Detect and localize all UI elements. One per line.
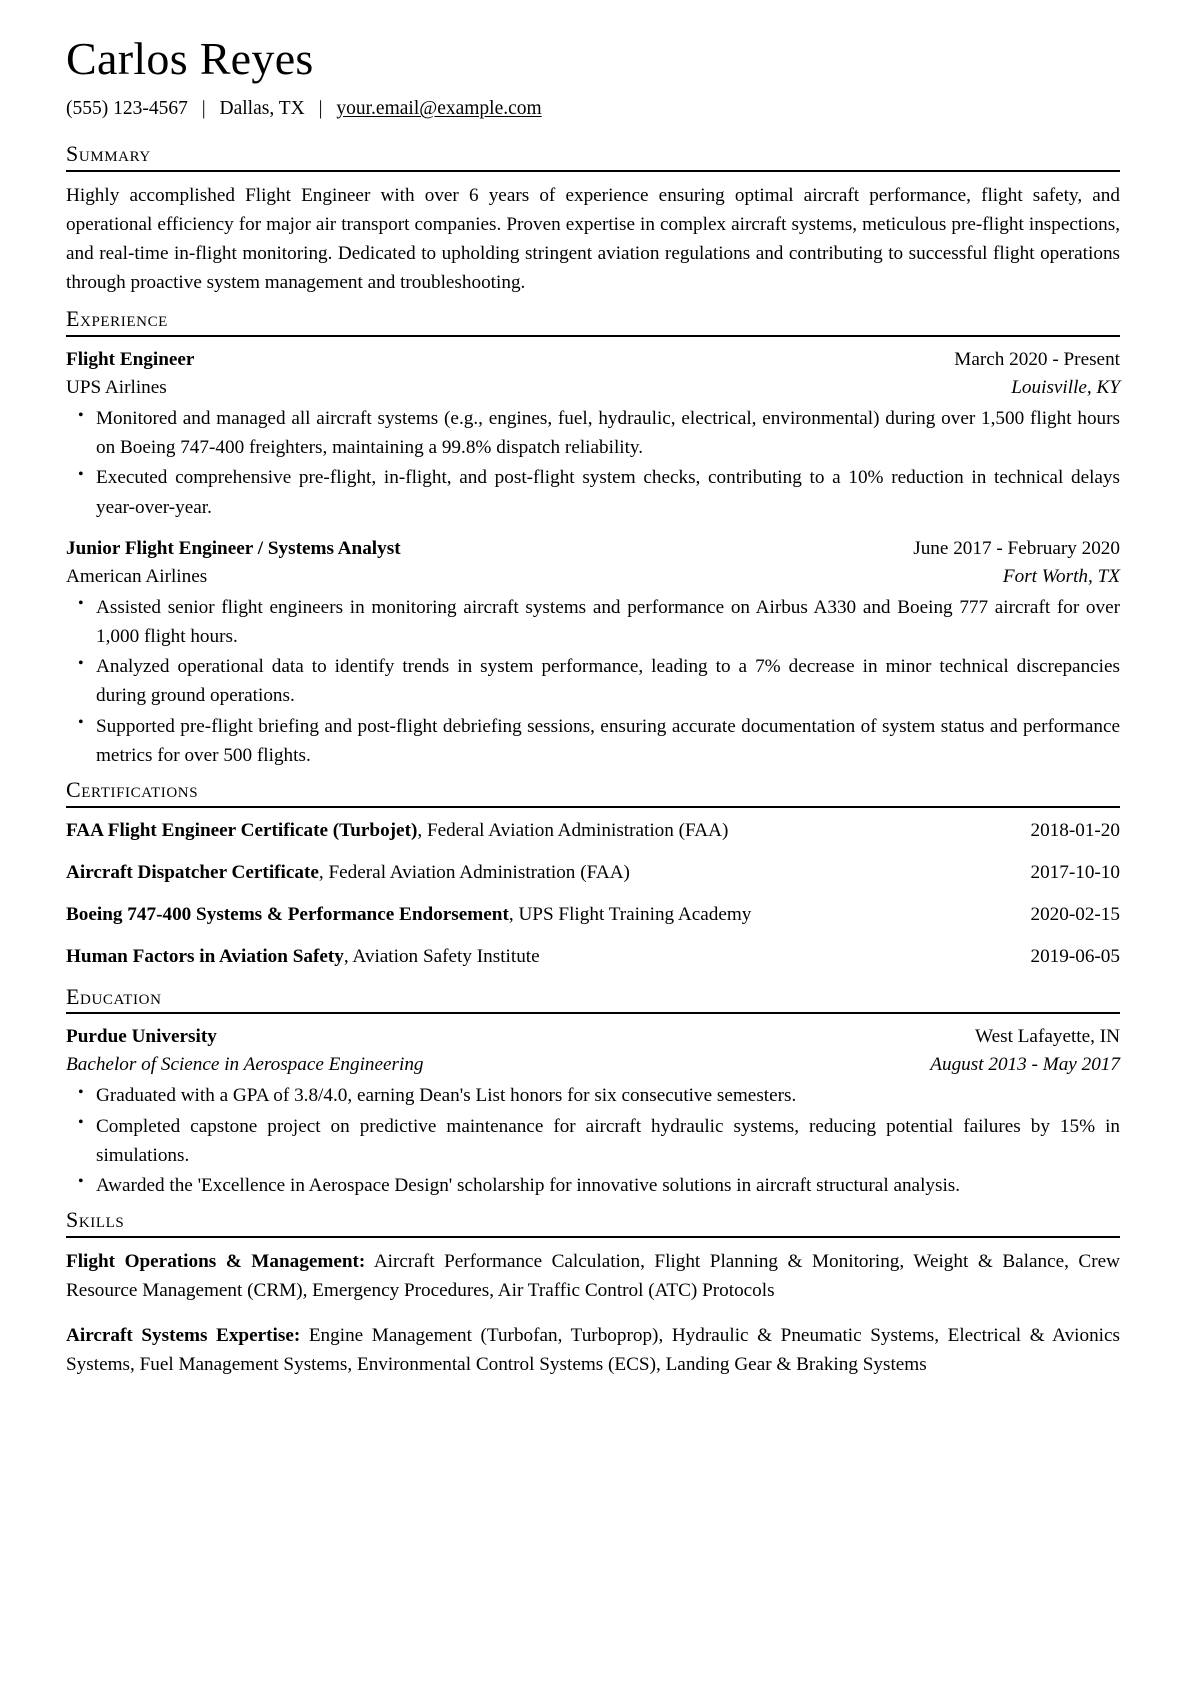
section-title-skills: Skills — [66, 1207, 125, 1233]
summary-text: Highly accomplished Flight Engineer with over 6 years of experience ensuring optimal aircraft performance, flight safety, and operational efficiency for major air transport companies. Proven expertise in complex aircraft systems, meticulous pre-flight inspections, and real-time in-flight monitoring. Dedicated to upholding stringent aviation regulations and contributing to successful flight operations through proactive system management and troubleshooting. — [66, 184, 1120, 294]
job-organization: UPS Airlines — [66, 377, 167, 399]
section-rule-education — [66, 1012, 1120, 1014]
job-location: Fort Worth, TX — [1002, 565, 1120, 587]
section-rule-experience — [66, 335, 1120, 337]
certification-comma: , — [318, 861, 329, 883]
section-certifications — [66, 778, 1120, 971]
bullet-list — [66, 1081, 1120, 1200]
certification-name: Human Factors in Aviation Safety — [66, 945, 344, 967]
section-title-experience: Experience — [66, 306, 168, 332]
certification-comma: , — [417, 819, 427, 841]
candidate-name: Carlos Reyes — [66, 33, 314, 84]
certification-name: Aircraft Dispatcher Certificate — [66, 861, 319, 883]
section-rule-summary — [66, 170, 1120, 172]
certification-main — [66, 943, 1010, 971]
bullet-item: • Supported pre-flight briefing and post-flight debriefing sessions, ensuring accurate documentation of system status and performance metrics for over 500 flights. — [66, 712, 1120, 770]
section-experience — [66, 307, 1120, 770]
certification-comma: , — [508, 903, 519, 925]
education-entry — [66, 1023, 1120, 1200]
skill-items: Aircraft Performance Calculation, Flight Planning & Monitoring, Weight & Balance, Crew Resource Management (CRM), Emergency Procedures, Air Traffic Control (ATC) Protocols — [66, 1250, 1120, 1301]
bullet-item: • Completed capstone project on predictive maintenance for aircraft hydraulic systems, reducing potential failures by 15% in simulations. — [66, 1112, 1120, 1170]
certification-name: Boeing 747-400 Systems & Performance Endorsement — [66, 903, 509, 925]
certification-issuer: Aviation Safety Institute — [352, 945, 540, 967]
experience-org-row — [66, 374, 1120, 402]
certification-row — [66, 901, 1120, 929]
skill-items: Engine Management (Turbofan, Turboprop), Hydraulic & Pneumatic Systems, Electrical & Avionics Systems, Fuel Management Systems, Environmental Control Systems (ECS), Landing Gear & Braking Systems — [66, 1325, 1121, 1376]
certification-name: FAA Flight Engineer Certificate (Turbojet) — [66, 819, 418, 841]
skill-category: Aircraft Systems Expertise: — [66, 1325, 301, 1347]
skill-space — [365, 1251, 373, 1272]
bullet-item: • Executed comprehensive pre-flight, in-flight, and post-flight system checks, contributing to a 10% reduction in technical delays year-over-year. — [66, 463, 1120, 521]
school-name: Purdue University — [66, 1026, 217, 1048]
section-rule-skills — [66, 1236, 1120, 1238]
contact-separator-2: | — [318, 97, 323, 119]
section-skills — [66, 1208, 1120, 1379]
certification-date: 2017-10-10 — [1030, 861, 1120, 883]
experience-entry — [66, 535, 1120, 770]
degree-name: Bachelor of Science in Aerospace Engineering — [66, 1054, 424, 1076]
certification-issuer: UPS Flight Training Academy — [518, 903, 752, 925]
experience-entry — [66, 346, 1120, 522]
certifications-list — [66, 817, 1120, 971]
certification-date: 2019-06-05 — [1030, 945, 1120, 967]
education-degree-row — [66, 1051, 1120, 1079]
section-rule-certifications — [66, 806, 1120, 808]
skill-category: Flight Operations & Management: — [66, 1250, 366, 1272]
degree-dates: August 2013 - May 2017 — [930, 1054, 1120, 1076]
skill-paragraph — [66, 1247, 1120, 1305]
contact-line — [66, 96, 1120, 122]
certification-date: 2018-01-20 — [1030, 819, 1120, 841]
certification-row — [66, 859, 1120, 887]
experience-title-row — [66, 535, 1120, 563]
certification-issuer: Federal Aviation Administration (FAA) — [328, 861, 630, 883]
certification-main — [66, 859, 1010, 887]
skill-space — [300, 1325, 309, 1346]
skills-list — [66, 1247, 1120, 1380]
experience-org-row — [66, 563, 1120, 591]
experience-title-row — [66, 346, 1120, 374]
bullet-item: • Graduated with a GPA of 3.8/4.0, earning Dean's List honors for six consecutive semesters. — [66, 1081, 1120, 1110]
resume-header — [66, 34, 1120, 122]
certification-row — [66, 943, 1120, 971]
bullet-item: • Assisted senior flight engineers in monitoring aircraft systems and performance on Airbus A330 and Boeing 777 aircraft for over 1,000 flight hours. — [66, 593, 1120, 651]
job-organization: American Airlines — [66, 565, 208, 587]
certification-row — [66, 817, 1120, 845]
bullet-item: • Monitored and managed all aircraft systems (e.g., engines, fuel, hydraulic, electrical, environmental) during over 1,500 flight hours on Boeing 747-400 freighters, maintaining a 99.8% dispatch reliability. — [66, 404, 1120, 462]
certification-main — [66, 901, 1010, 929]
section-title-education: Education — [66, 983, 162, 1009]
school-location: West Lafayette, IN — [975, 1026, 1120, 1048]
contact-email-link[interactable]: your.email@example.com — [336, 97, 542, 119]
contact-phone: (555) 123-4567 — [66, 97, 188, 119]
job-title: Junior Flight Engineer / Systems Analyst — [66, 537, 401, 559]
section-education — [66, 985, 1120, 1200]
section-title-certifications: Certifications — [66, 776, 199, 802]
certification-issuer: Federal Aviation Administration (FAA) — [426, 819, 729, 841]
certification-date: 2020-02-15 — [1030, 903, 1120, 925]
bullet-item: • Awarded the 'Excellence in Aerospace Design' scholarship for innovative solutions in aircraft structural analysis. — [66, 1171, 1120, 1200]
bullet-list — [66, 404, 1120, 522]
education-school-row — [66, 1023, 1120, 1051]
bullet-item: • Analyzed operational data to identify trends in system performance, leading to a 7% decrease in minor technical discrepancies during ground operations. — [66, 652, 1120, 710]
job-location: Louisville, KY — [1011, 377, 1120, 399]
contact-location: Dallas, TX — [219, 97, 305, 119]
contact-separator-1: | — [201, 97, 206, 119]
certification-main — [66, 817, 1010, 845]
job-date: March 2020 - Present — [954, 348, 1120, 370]
skill-paragraph — [66, 1321, 1120, 1379]
bullet-list — [66, 593, 1120, 770]
experience-list — [66, 346, 1120, 770]
education-list — [66, 1023, 1120, 1200]
section-title-summary: Summary — [66, 140, 151, 166]
certification-comma: , — [343, 945, 353, 967]
job-date: June 2017 - February 2020 — [913, 537, 1120, 559]
section-summary — [66, 142, 1120, 297]
job-title: Flight Engineer — [66, 348, 195, 370]
